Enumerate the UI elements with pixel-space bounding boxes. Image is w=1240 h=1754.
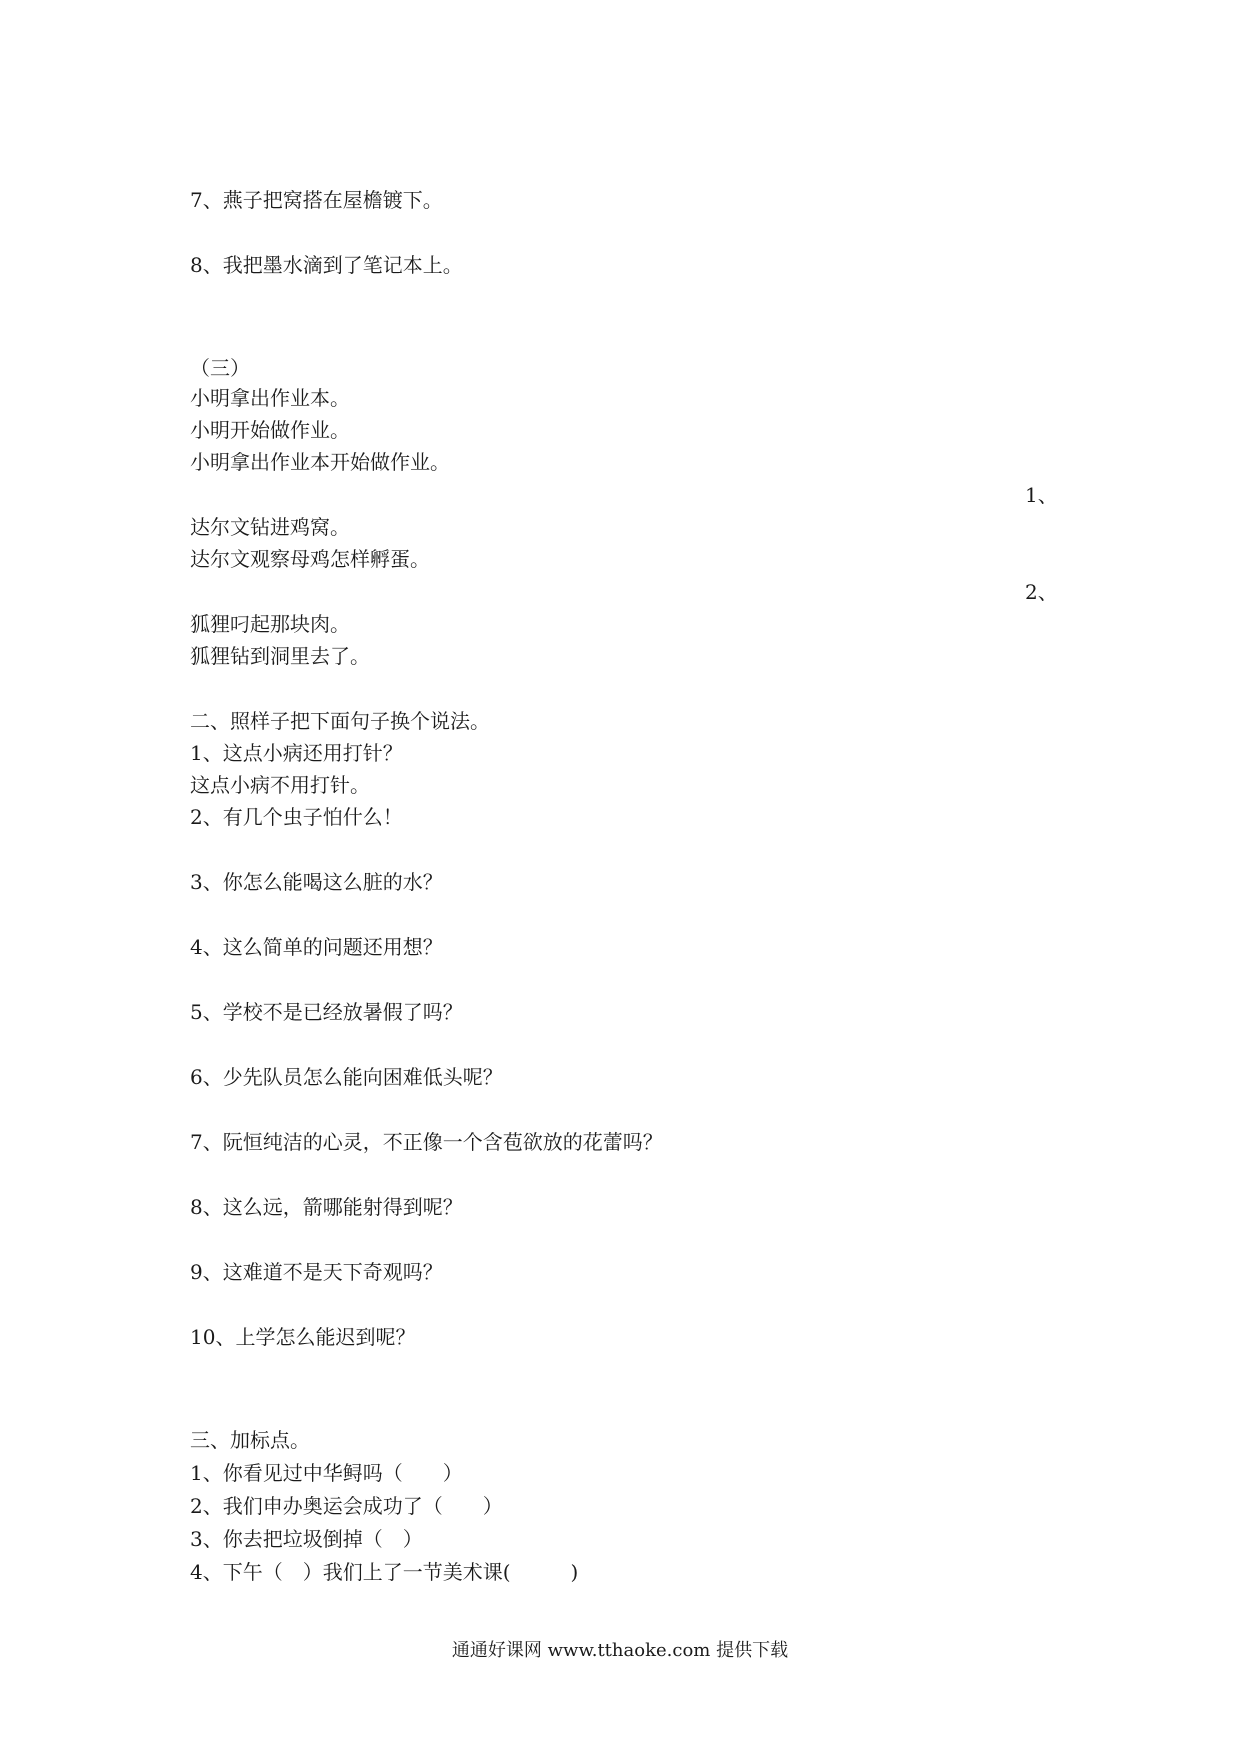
example-line: 小明拿出作业本。 — [190, 386, 350, 410]
sentence-item-8: 8、我把墨水滴到了笔记本上。 — [190, 253, 463, 277]
rewrite-item: 6、少先队员怎么能向困难低头呢？ — [190, 1065, 503, 1089]
question-line: 狐狸钻到洞里去了。 — [190, 644, 370, 668]
punctuation-item: 2、我们申办奥运会成功了（ ） — [190, 1494, 503, 1518]
page-footer: 通通好课网 www.tthaoke.com 提供下载 — [451, 1640, 789, 1661]
rewrite-item: 4、这么简单的问题还用想？ — [190, 935, 443, 959]
punctuation-item: 3、你去把垃圾倒掉（ ） — [190, 1527, 423, 1551]
answer-marker-1: 1、 — [1025, 483, 1058, 507]
example-line: 小明拿出作业本开始做作业。 — [190, 450, 450, 474]
question-line: 达尔文钻进鸡窝。 — [190, 515, 350, 539]
rewrite-item: 9、这难道不是天下奇观吗？ — [190, 1260, 443, 1284]
rewrite-item: 2、有几个虫子怕什么！ — [190, 805, 403, 829]
rewrite-item: 3、你怎么能喝这么脏的水？ — [190, 870, 443, 894]
answer-marker-2: 2、 — [1025, 580, 1058, 604]
rewrite-item: 5、学校不是已经放暑假了吗？ — [190, 1000, 463, 1024]
rewrite-item: 10、上学怎么能迟到呢？ — [190, 1325, 416, 1349]
sentence-item-7: 7、燕子把窝搭在屋檐镀下。 — [190, 188, 443, 212]
question-line: 狐狸叼起那块肉。 — [190, 612, 350, 636]
example-question: 1、这点小病还用打针？ — [190, 741, 403, 765]
section3-heading: 三、加标点。 — [190, 1428, 310, 1452]
section2-heading: 二、照样子把下面句子换个说法。 — [190, 709, 490, 733]
question-line: 达尔文观察母鸡怎样孵蛋。 — [190, 547, 430, 571]
part3-heading: （三） — [190, 356, 250, 380]
punctuation-item: 1、你看见过中华鲟吗（ ） — [190, 1461, 463, 1485]
rewrite-item: 8、这么远，箭哪能射得到呢？ — [190, 1195, 463, 1219]
punctuation-item: 4、下午（ ）我们上了一节美术课( ) — [190, 1560, 579, 1584]
example-line: 小明开始做作业。 — [190, 418, 350, 442]
rewrite-item: 7、阮恒纯洁的心灵，不正像一个含苞欲放的花蕾吗？ — [190, 1130, 663, 1154]
example-answer: 这点小病不用打针。 — [190, 773, 370, 797]
